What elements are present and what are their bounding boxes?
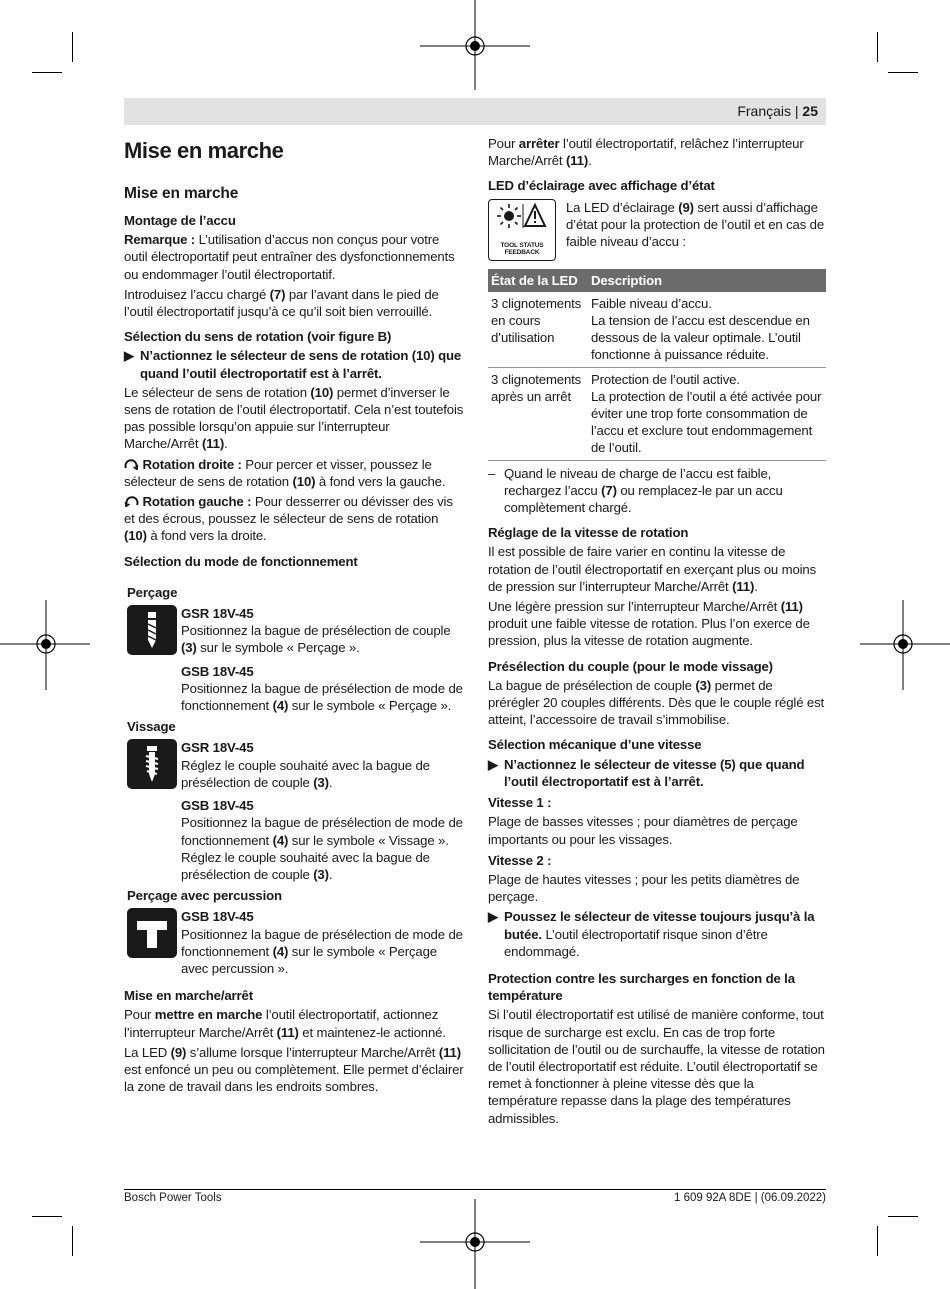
torque-heading: Présélection du couple (pour le mode vissage) bbox=[488, 658, 773, 674]
crop-mark bbox=[72, 1226, 73, 1256]
table-cell-description: Faible niveau d’accu. La tension de l’accu est descendue en dessous de la valeur optimale. L’outil fonctionne à puissance réduite. bbox=[588, 292, 826, 367]
table-cell-description: Protection de l’outil active. La protection de l’outil a été activée pour éviter une trop forte consommation de l’accu et exclure tout endommagement de l’outil. bbox=[588, 367, 826, 460]
stop-paragraph: Pour arrêter l’outil électroportatif, relâchez l’interrupteur Marche/Arrêt (11). bbox=[488, 136, 804, 169]
tool-status-feedback-icon: TOOL STATUS FEEDBACK bbox=[488, 199, 556, 261]
speed-paragraph-1: Il est possible de faire varier en continu la vitesse de rotation de l’outil électroportatif en exerçant plus ou moins de pression sur l’interrupteur Marche/Arrêt (11). bbox=[488, 544, 817, 594]
speed1-text: Plage de basses vitesses ; pour diamètres de perçage importants ou pour les vissages. bbox=[488, 814, 798, 847]
table-row bbox=[488, 367, 826, 460]
onoff-paragraph-2: La LED (9) s’allume lorsque l’interrupteur Marche/Arrêt (11) est enfoncé un peu ou complètement. Elle permet d’éclairer la zone de travail dans les endroits sombres. bbox=[124, 1044, 464, 1095]
rotate-counterclockwise-icon bbox=[124, 495, 139, 507]
speed1-label: Vitesse 1 : bbox=[488, 795, 552, 811]
crop-mark bbox=[32, 72, 62, 73]
registration-mark-icon bbox=[0, 600, 90, 690]
rotation-heading: Sélection du sens de rotation (voir figure B) bbox=[124, 329, 392, 345]
led-intro-text: La LED d’éclairage (9) sert aussi d’affichage d’état pour la protection de l’outil et en cas de faible niveau d’accu : bbox=[566, 199, 825, 250]
overload-heading: Protection contre les surcharges en fonction de la température bbox=[488, 970, 795, 1004]
onoff-heading: Mise en marche/arrêt bbox=[124, 988, 253, 1004]
montage-heading: Montage de l’accu bbox=[124, 213, 236, 228]
page-number: 25 bbox=[802, 103, 818, 119]
triangle-bullet-icon: ▶ bbox=[488, 909, 498, 925]
speed-paragraph-2: Une légère pression sur l’interrupteur Marche/Arrêt (11) produit une faible vitesse de rotation. Plus l’on exerce de pression, plus la vitesse de rotation augmente. bbox=[488, 599, 810, 649]
drill-mode-icon bbox=[127, 605, 177, 655]
crop-mark bbox=[888, 72, 918, 73]
crop-mark bbox=[32, 1216, 62, 1217]
torque-paragraph: La bague de présélection de couple (3) permet de prérégler 20 couples différents. Dès que le couple réglé est atteint, l’accessoire de travail s’immobilise. bbox=[488, 677, 825, 728]
mode-percage-gsr: GSR 18V-45 Positionnez la bague de présélection de couple (3) sur le symbole « Perçage ». bbox=[124, 605, 464, 657]
mode-percussion-title: Perçage avec percussion bbox=[127, 888, 282, 904]
rotation-warning: ▶ N’actionnez le sélecteur de sens de rotation (10) que quand l’outil électroportatif est à l’arrêt. bbox=[124, 348, 462, 381]
screw-mode-icon bbox=[127, 739, 177, 789]
table-header-description: Description bbox=[588, 269, 826, 292]
mode-vissage-title: Vissage bbox=[127, 719, 176, 735]
led-heading: LED d’éclairage avec affichage d’état bbox=[488, 178, 715, 194]
rotation-paragraph: Le sélecteur de sens de rotation (10) permet d’inverser le sens de rotation de l’outil électroportatif. Cela n’est toutefois pas possible lorsqu’on appuie sur l’interrupteur Marche/Arrêt (11). bbox=[124, 384, 464, 452]
registration-mark-icon bbox=[420, 0, 530, 90]
mode-percage-gsb: GSB 18V-45 Positionnez la bague de présélection de mode de fonctionnement (4) sur le symbole « Perçage ». bbox=[181, 663, 463, 714]
page-header bbox=[124, 98, 826, 125]
right-column bbox=[488, 135, 826, 1130]
led-status-table bbox=[488, 269, 826, 461]
table-header-state: État de la LED bbox=[488, 269, 588, 292]
speed-heading: Réglage de la vitesse de rotation bbox=[488, 525, 689, 541]
insert-battery-paragraph: Introduisez l’accu chargé (7) par l’avant dans le pied de l’outil électroportatif jusqu’à ce qu’il soit bien verrouillé. bbox=[124, 286, 439, 320]
footer-doc-id: 1 609 92A 8DE | (06.09.2022) bbox=[674, 1192, 826, 1204]
rotation-right-paragraph: Rotation droite : Pour percer et visser, poussez le sélecteur de sens de rotation (10) à fond vers la gauche. bbox=[124, 456, 446, 489]
table-cell-state: 3 clignotements après un arrêt bbox=[488, 367, 588, 460]
rotation-left-paragraph: Rotation gauche : Pour desserrer ou dévisser des vis et des écrous, poussez le sélecteur de sens de rotation (10) à fond vers la droite. bbox=[124, 494, 453, 544]
led-intro bbox=[488, 199, 826, 261]
mode-percussion-gsb: GSB 18V-45 Positionnez la bague de présélection de mode de fonctionnement (4) sur le symbole « Perçage avec percussion ». bbox=[124, 908, 464, 977]
hammer-mode-icon bbox=[127, 908, 177, 958]
registration-mark-icon bbox=[420, 1199, 530, 1289]
mode-percage-title: Perçage bbox=[127, 584, 178, 600]
table-cell-state: 3 clignotements en cours d’utilisation bbox=[488, 292, 588, 367]
mode-vissage-gsb: GSB 18V-45 Positionnez la bague de présélection de mode de fonctionnement (4) sur le symbole « Vissage ». Réglez le couple souhaité avec la bague de présélection de couple (3). bbox=[181, 798, 463, 882]
mech-warning: ▶ N’actionnez le sélecteur de vitesse (5) que quand l’outil électroportatif est à l’arrêt. bbox=[488, 756, 805, 789]
section-heading: Mise en marche bbox=[124, 185, 239, 202]
header-language: Français bbox=[737, 103, 791, 119]
speed2-text: Plage de hautes vitesses ; pour les petits diamètres de perçage. bbox=[488, 871, 800, 905]
header-text: Français | 25 bbox=[737, 103, 818, 119]
registration-mark-icon bbox=[860, 600, 950, 690]
left-column bbox=[124, 138, 464, 1098]
table-header-row bbox=[488, 269, 826, 292]
footer-brand: Bosch Power Tools bbox=[124, 1192, 222, 1204]
mode-heading: Sélection du mode de fonctionnement bbox=[124, 553, 358, 569]
crop-mark bbox=[877, 32, 878, 62]
mode-vissage-gsr: GSR 18V-45 Réglez le couple souhaité avec la bague de présélection de couple (3). bbox=[124, 739, 464, 791]
push-selector-note: ▶ Poussez le sélecteur de vitesse toujours jusqu’à la butée. L’outil électroportatif risque sinon d’être endommagé. bbox=[488, 909, 815, 959]
footer-divider bbox=[124, 1189, 826, 1190]
speed2-label: Vitesse 2 : bbox=[488, 852, 552, 868]
rotate-clockwise-icon bbox=[124, 458, 139, 470]
remark-paragraph: Remarque : L’utilisation d’accus non conçus pour votre outil électroportatif peut entraîner des dysfonctionnements ou endommager l’outil électroportatif. bbox=[124, 232, 455, 282]
page-title: Mise en marche bbox=[124, 138, 284, 163]
crop-mark bbox=[877, 1226, 878, 1256]
triangle-bullet-icon: ▶ bbox=[488, 756, 498, 772]
mech-heading: Sélection mécanique d’une vitesse bbox=[488, 737, 702, 753]
crop-mark bbox=[888, 1216, 918, 1217]
onoff-paragraph-1: Pour mettre en marche l’outil électroportatif, actionnez l’interrupteur Marche/Arrêt (11) et maintenez-le actionné. bbox=[124, 1007, 446, 1040]
led-note: – Quand le niveau de charge de l’accu est faible, rechargez l’accu (7) ou remplacez-le par un accu complètement chargé. bbox=[488, 465, 783, 516]
crop-mark bbox=[72, 32, 73, 62]
triangle-bullet-icon: ▶ bbox=[124, 348, 134, 364]
overload-paragraph: Si l’outil électroportatif est utilisé de manière conforme, tout risque de surcharge est exclu. En cas de trop forte sollicitation de l’outil ou de surchauffe, la vitesse de rotation de l’outil électroportatif est réduite. L’outil électroportatif se remet à fonctionner à pleine vitesse dès que la température repasse dans la plage des températures admissibles. bbox=[488, 1007, 825, 1126]
table-row bbox=[488, 292, 826, 367]
